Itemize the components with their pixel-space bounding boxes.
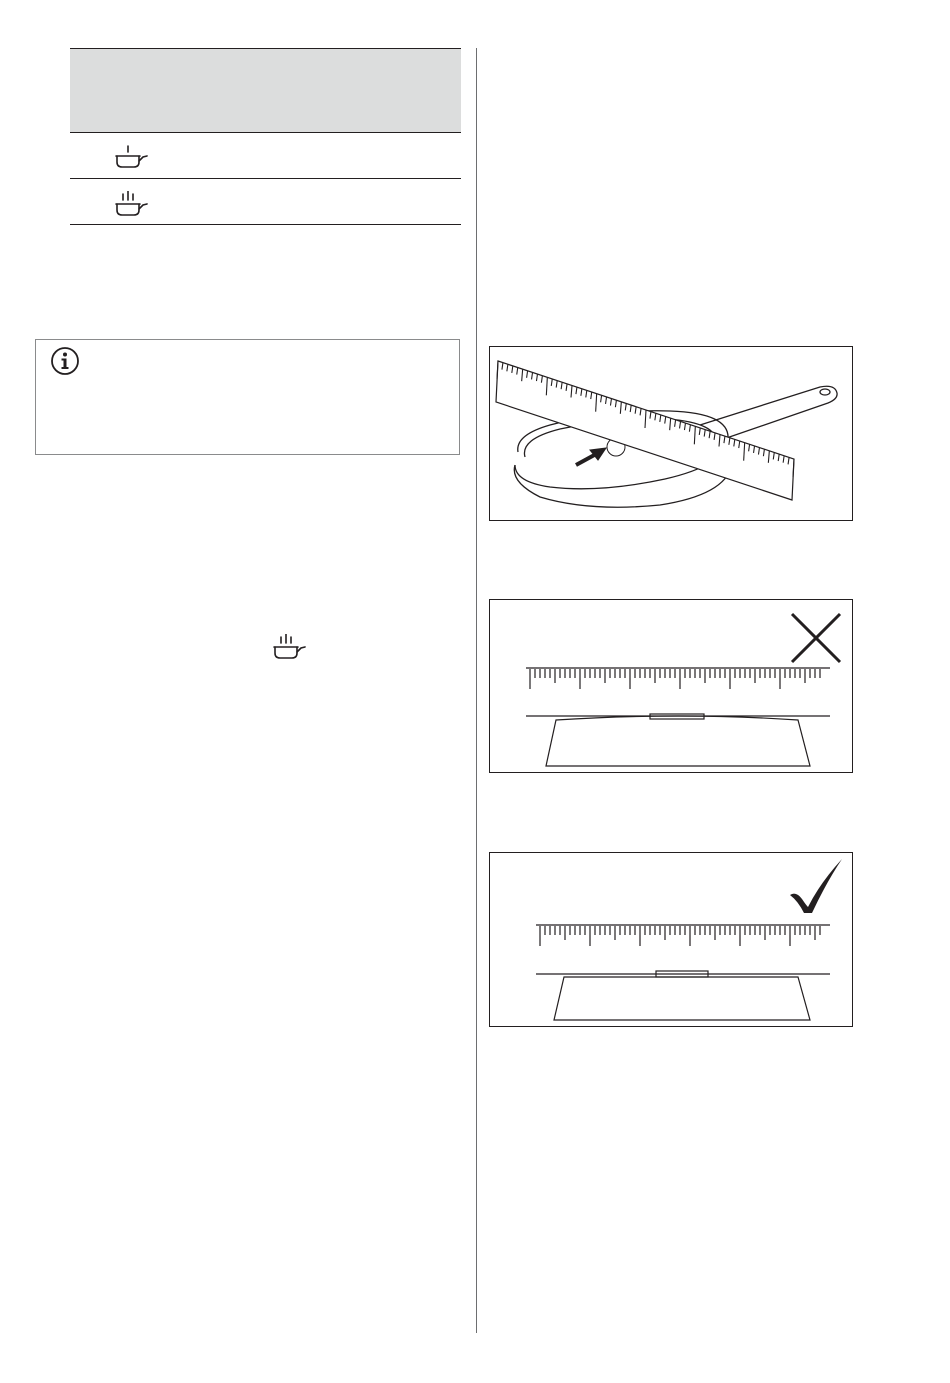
wrong-cross-icon xyxy=(792,614,840,662)
pan-low-heat-icon xyxy=(114,145,148,174)
correct-check-icon xyxy=(790,859,842,913)
ruler-on-pan-icon xyxy=(490,347,852,520)
figure-correct-pan-base xyxy=(489,852,853,1027)
table-row xyxy=(70,133,461,179)
info-icon xyxy=(50,346,80,381)
figure-ruler-on-pan xyxy=(489,346,853,521)
power-level-table xyxy=(70,48,461,225)
pan-high-heat-icon xyxy=(272,634,306,665)
table-header xyxy=(70,48,461,133)
info-note-box xyxy=(35,339,460,455)
figure-wrong-pan-base xyxy=(489,599,853,773)
column-divider xyxy=(476,48,477,1333)
pan-high-heat-icon xyxy=(114,191,148,222)
table-row xyxy=(70,179,461,225)
